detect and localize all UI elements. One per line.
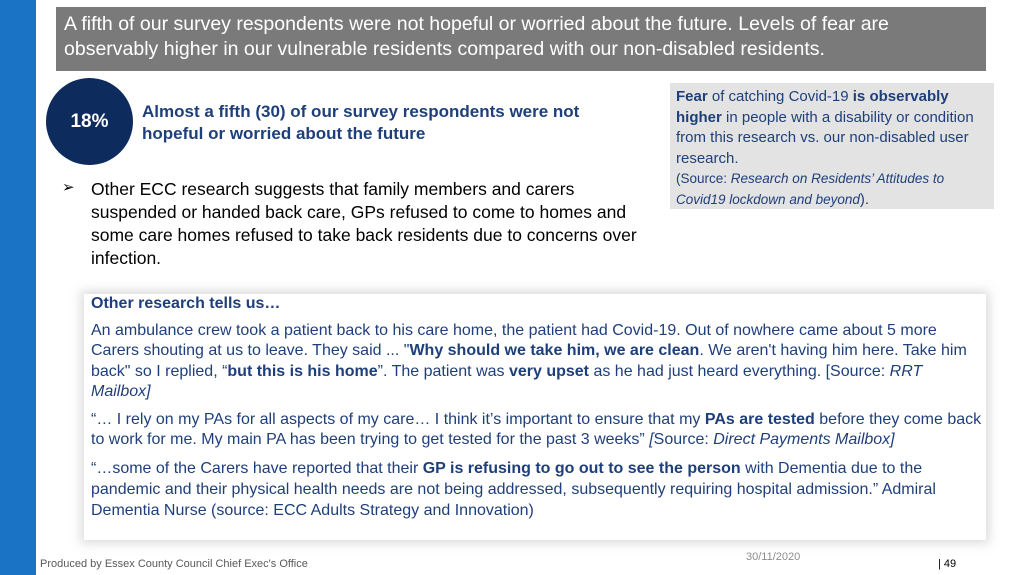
- quote-emphasis: very upset: [508, 362, 590, 380]
- page-number: | 49: [938, 558, 957, 570]
- quote-source: RRT Mailbox]: [91, 362, 923, 400]
- fear-text-2: in people with a disability or condition from this research vs. our non-disabled user research.: [676, 108, 974, 167]
- research-quote-gp: [91, 458, 986, 521]
- footer-producer: Produced by Essex County Council Chief Exec's Office: [40, 558, 308, 570]
- quote-emphasis: but this is his home: [227, 362, 378, 380]
- fear-source-prefix: (Source:: [676, 171, 731, 186]
- quote-text: . We aren't having him here. Take him back" so I replied, “: [91, 342, 967, 380]
- quote-text: ”. The patient was: [377, 362, 509, 380]
- research-heading: Other research tells us…: [91, 295, 281, 312]
- stat-circle: [46, 78, 133, 165]
- fear-callout: [670, 83, 994, 209]
- quote-emphasis: GP is refusing to go out to see the person: [422, 459, 741, 477]
- fear-source-title: Research on Residents’ Attitudes to Covid19 lockdown and beyond: [676, 171, 945, 207]
- arrow-bullet-icon: ➢: [62, 179, 75, 196]
- quote-emphasis: Why should we take him, we are clean: [409, 342, 700, 359]
- quote-source: Direct Payments Mailbox]: [713, 431, 895, 448]
- fear-emphasis: is observably higher: [676, 88, 949, 126]
- left-accent-bar: [0, 0, 36, 575]
- footer-date: 30/11/2020: [746, 551, 801, 563]
- quote-text: “… I rely on my PAs for all aspects of my care… I think it’s important to ensure that my: [91, 410, 705, 428]
- fear-source: [676, 171, 944, 207]
- research-quote-pas: [91, 410, 986, 451]
- research-quote-ambulance: [91, 321, 986, 403]
- fear-source-suffix: ).: [859, 190, 870, 208]
- quote-source-prefix: Source:: [653, 431, 714, 448]
- bullet-text: Other ECC research suggests that family members and carers suspended or handed back care, GPs refused to come to homes and some care homes refused to take back residents due to concerns over infection.: [91, 179, 637, 268]
- research-panel: [84, 294, 986, 540]
- fear-text-1: of catching Covid-19: [707, 88, 853, 105]
- quote-source-bracket: [: [649, 431, 654, 448]
- stat-text: Almost a fifth (30) of our survey respondents were not hopeful or worried about the future: [142, 102, 580, 143]
- quote-text: “…some of the Carers have reported that their: [91, 459, 423, 477]
- quote-text: An ambulance crew took a patient back to his care home, the patient had Covid-19. Out of nowhere came about 5 more Carers shouting at us to leave. They said ... ": [91, 321, 937, 359]
- fear-word: Fear: [676, 88, 708, 105]
- quote-text: with Dementia due to the pandemic and their physical health needs are not being addressed, subsequently requiring hospital admission.” Admiral Dementia Nurse (source: ECC Adults Strategy and Innovation): [91, 459, 936, 519]
- quote-emphasis: PAs are tested: [704, 410, 815, 428]
- quote-text: before they come back to work for me. My main PA has been trying to get tested for the past 3 weeks”: [91, 410, 982, 448]
- stat-value: 18%: [70, 110, 109, 132]
- quote-text: as he had just heard everything. [Source:: [589, 362, 890, 380]
- slide-title: A fifth of our survey respondents were not hopeful or worried about the future. Levels of fear are observably higher in our vulnerable residents compared with our non-disabled residents.: [56, 7, 986, 71]
